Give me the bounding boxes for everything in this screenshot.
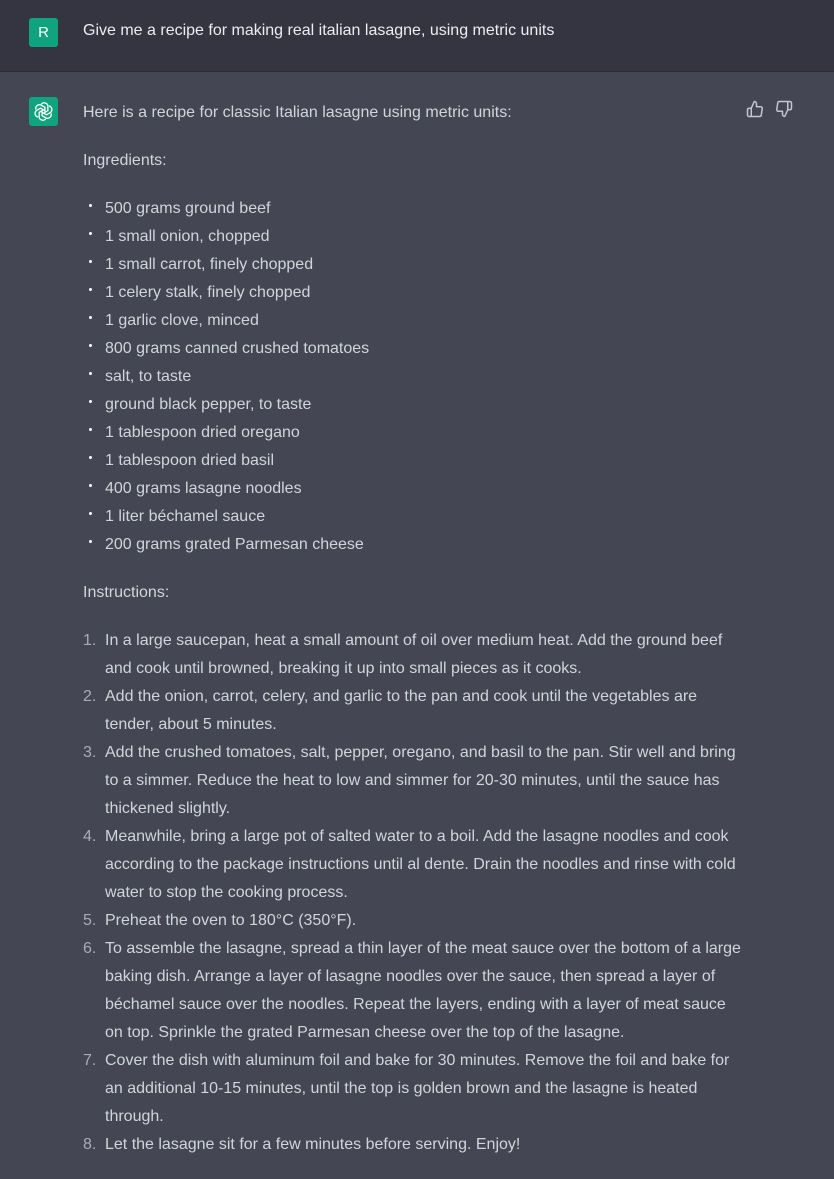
step-number: 8.	[83, 1136, 97, 1153]
intro-text: Here is a recipe for classic Italian lasagne using metric units:	[83, 104, 512, 121]
step-text: To assemble the lasagne, spread a thin layer of the meat sauce over the bottom of a large baking dish. Arrange a layer of lasagne noodles over the sauce, then spread a layer of béchamel sauce over the noodles. Repeat the layers, ending with a layer of meat sauce on top. Sprinkle the grated Parmesan cheese over the top of the lasagne.	[105, 940, 741, 1041]
openai-logo-icon	[29, 97, 58, 126]
ingredient-item: 1 celery stalk, finely chopped	[83, 279, 743, 307]
instructions-list	[83, 627, 743, 1159]
instruction-item	[83, 1047, 745, 1131]
ingredient-item: 1 small carrot, finely chopped	[83, 251, 743, 279]
step-text: Meanwhile, bring a large pot of salted water to a boil. Add the lasagne noodles and cook according to the package instructions until al dente. Drain the noodles and rinse with cold water to stop the cooking process.	[105, 828, 736, 901]
step-text: Add the crushed tomatoes, salt, pepper, oregano, and basil to the pan. Stir well and bring to a simmer. Reduce the heat to low and simmer for 20-30 minutes, until the sauce has thickened slightly.	[105, 744, 736, 817]
ingredient-item: 1 tablespoon dried oregano	[83, 419, 743, 447]
ingredients-heading: Ingredients:	[83, 152, 167, 169]
instructions-heading: Instructions:	[83, 584, 170, 601]
step-number: 1.	[83, 632, 97, 649]
ingredient-item: 1 small onion, chopped	[83, 223, 743, 251]
instruction-item	[83, 627, 745, 683]
instruction-item	[83, 935, 745, 1047]
thumbs-up-icon[interactable]	[746, 100, 764, 118]
instruction-item	[83, 739, 745, 823]
step-text: In a large saucepan, heat a small amount of oil over medium heat. Add the ground beef and cook until browned, breaking it up into small pieces as it cooks.	[105, 632, 723, 677]
step-number: 2.	[83, 688, 97, 705]
ingredient-item: 1 tablespoon dried basil	[83, 447, 743, 475]
ingredient-item: 1 liter béchamel sauce	[83, 503, 743, 531]
user-message-row	[0, 0, 834, 72]
step-text: Add the onion, carrot, celery, and garlic to the pan and cook until the vegetables are tender, about 5 minutes.	[105, 688, 698, 733]
step-text: Let the lasagne sit for a few minutes before serving. Enjoy!	[105, 1136, 521, 1153]
ingredient-item: salt, to taste	[83, 363, 743, 391]
instruction-item	[83, 1131, 745, 1159]
ingredient-item: 1 garlic clove, minced	[83, 307, 743, 335]
ingredients-list	[83, 195, 743, 559]
step-number: 4.	[83, 828, 97, 845]
ingredient-item: 500 grams ground beef	[83, 195, 743, 223]
step-number: 3.	[83, 744, 97, 761]
instruction-item	[83, 683, 745, 739]
instruction-item	[83, 907, 745, 935]
step-number: 5.	[83, 912, 97, 929]
thumbs-down-icon[interactable]	[775, 100, 793, 118]
ingredient-item: 400 grams lasagne noodles	[83, 475, 743, 503]
step-text: Cover the dish with aluminum foil and bake for 30 minutes. Remove the foil and bake for an additional 10-15 minutes, until the top is golden brown and the lasagne is heated through.	[105, 1052, 730, 1125]
step-text: Preheat the oven to 180°C (350°F).	[105, 912, 357, 929]
user-avatar: R	[29, 18, 58, 47]
ingredient-item: 200 grams grated Parmesan cheese	[83, 531, 743, 559]
assistant-message-row	[0, 72, 834, 1179]
ingredient-item: ground black pepper, to taste	[83, 391, 743, 419]
user-message-text: Give me a recipe for making real italian lasagne, using metric units	[83, 22, 555, 39]
instruction-item	[83, 823, 745, 907]
step-number: 6.	[83, 940, 97, 957]
ingredient-item: 800 grams canned crushed tomatoes	[83, 335, 743, 363]
step-number: 7.	[83, 1052, 97, 1069]
assistant-message-content	[83, 99, 743, 1159]
